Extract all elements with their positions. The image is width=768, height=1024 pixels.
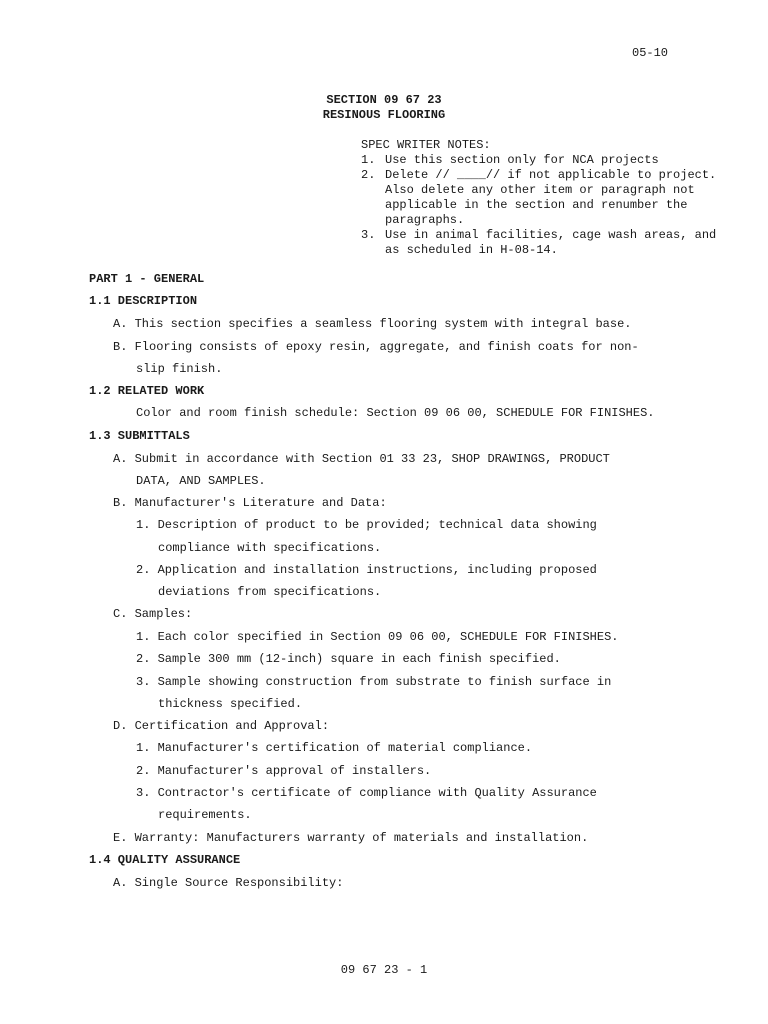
paragraph: A. Submit in accordance with Section 01 33 23, SHOP DRAWINGS, PRODUCT: [113, 452, 610, 466]
paragraph: A. Single Source Responsibility:: [113, 876, 344, 890]
subparagraph: 3. Sample showing construction from substrate to finish surface in: [136, 675, 612, 689]
section-heading: 1.1 DESCRIPTION: [89, 294, 198, 308]
subparagraph: 2. Application and installation instructions, including proposed: [136, 563, 597, 577]
paragraph: B. Manufacturer's Literature and Data:: [113, 496, 387, 510]
paragraph: A. This section specifies a seamless flooring system with integral base.: [113, 317, 632, 331]
section-heading: 1.4 QUALITY ASSURANCE: [89, 853, 241, 867]
paragraph: E. Warranty: Manufacturers warranty of materials and installation.: [113, 831, 589, 845]
spec-writer-notes: [361, 138, 721, 258]
subparagraph-continued: requirements.: [158, 808, 252, 822]
paragraph: B. Flooring consists of epoxy resin, aggregate, and finish coats for non-: [113, 340, 639, 354]
subparagraph: 3. Contractor's certificate of compliance with Quality Assurance: [136, 786, 597, 800]
spec-note-item: [361, 153, 721, 168]
subparagraph: 1. Description of product to be provided; technical data showing: [136, 518, 597, 532]
header-date-code: 05-10: [632, 46, 669, 60]
section-title: RESINOUS FLOORING: [322, 108, 446, 122]
part-heading: PART 1 - GENERAL: [89, 272, 205, 286]
spec-notes-heading: SPEC WRITER NOTES:: [361, 138, 491, 152]
section-number: SECTION 09 67 23: [326, 93, 442, 107]
spec-note-item: [361, 228, 721, 258]
paragraph-continued: DATA, AND SAMPLES.: [136, 474, 266, 488]
spec-note-number: 3.: [361, 228, 376, 242]
spec-note-text: Use in animal facilities, cage wash areas, and as scheduled in H-08-14.: [385, 228, 717, 257]
subparagraph-continued: deviations from specifications.: [158, 585, 382, 599]
subparagraph: 2. Manufacturer's approval of installers.: [136, 764, 432, 778]
spec-note-text: Delete // ____// if not applicable to project. Also delete any other item or paragraph not applicable in the section and renumber the paragraphs.: [385, 168, 717, 227]
subparagraph-continued: compliance with specifications.: [158, 541, 382, 555]
spec-note-number: 1.: [361, 153, 376, 167]
paragraph: D. Certification and Approval:: [113, 719, 330, 733]
section-heading: 1.2 RELATED WORK: [89, 384, 205, 398]
spec-note-text: Use this section only for NCA projects: [385, 153, 659, 167]
subparagraph: 1. Manufacturer's certification of material compliance.: [136, 741, 533, 755]
spec-note-number: 2.: [361, 168, 376, 182]
subparagraph: 2. Sample 300 mm (12-inch) square in each finish specified.: [136, 652, 561, 666]
paragraph: C. Samples:: [113, 607, 193, 621]
section-heading: 1.3 SUBMITTALS: [89, 429, 190, 443]
subparagraph-continued: thickness specified.: [158, 697, 303, 711]
page-footer: 09 67 23 - 1: [340, 963, 428, 977]
spec-note-item: [361, 168, 721, 228]
subparagraph: 1. Each color specified in Section 09 06 00, SCHEDULE FOR FINISHES.: [136, 630, 619, 644]
paragraph-continued: slip finish.: [136, 362, 223, 376]
paragraph: Color and room finish schedule: Section 09 06 00, SCHEDULE FOR FINISHES.: [136, 406, 655, 420]
